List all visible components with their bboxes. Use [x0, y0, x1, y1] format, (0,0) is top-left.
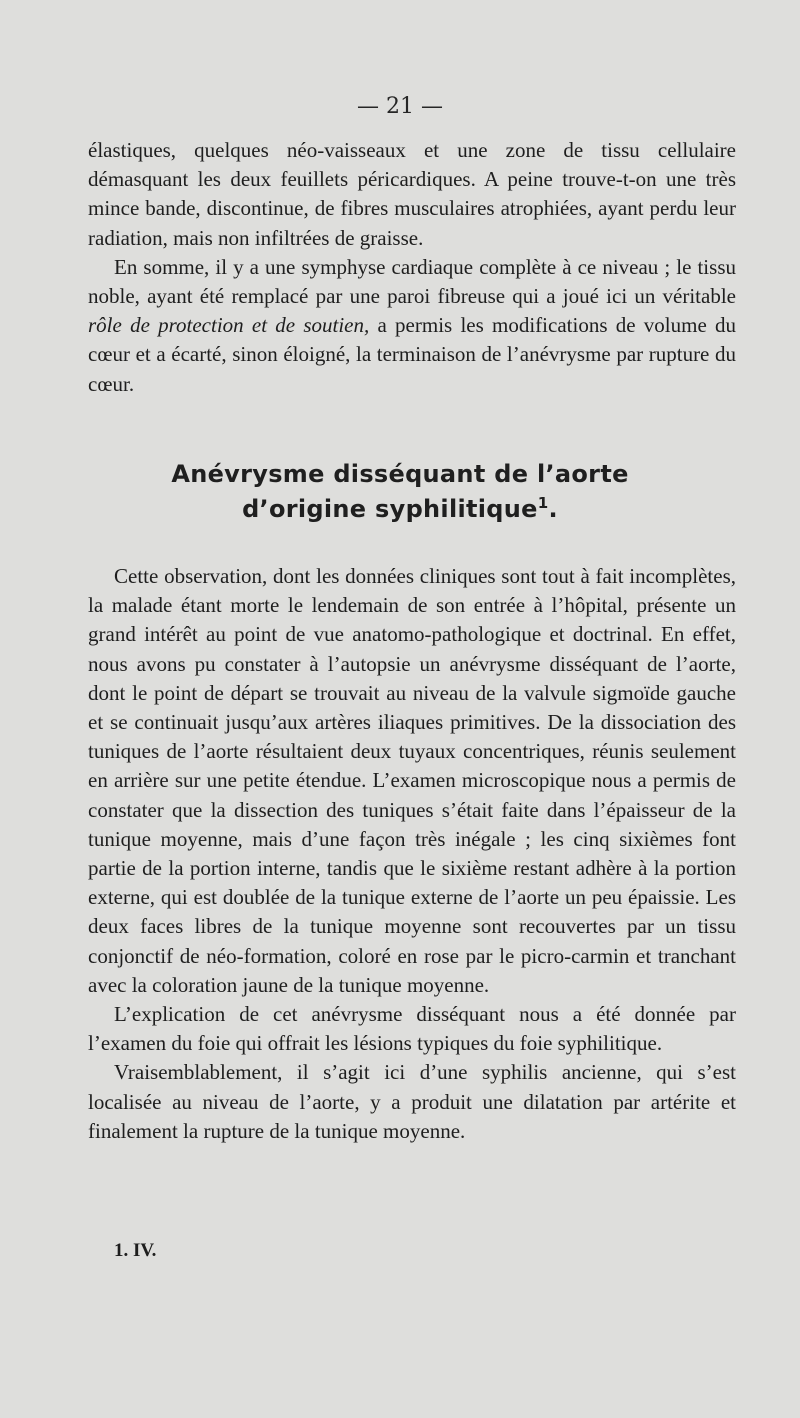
page-number: — 21 — [357, 94, 443, 119]
section-title-line-2: d’origine syphilitique [242, 495, 538, 523]
observation-paragraph-2: L’explication de cet anévrysme disséquant nous a été donnée par l’examen du foie qui offrait les lésions typiques du foie syphilitique. [88, 1002, 736, 1056]
section-title-punctuation: . [548, 495, 558, 523]
observation-paragraph-3: Vraisemblablement, il s’agit ici d’une syphilis ancienne, qui s’est localisée au niveau de l’aorte, y a produit une dilatation par artérite et finalement la rupture de la tunique moyenne. [88, 1060, 736, 1143]
symphysis-text-part-1: En somme, il y a une symphyse cardiaque complète à ce niveau ; le tissu noble, ayant été remplacé par une paroi fibreuse qui a joué ici un véritable [88, 254, 736, 309]
footnote: 1. IV. [114, 1240, 157, 1261]
symphysis-text-part-2: a permis les modifications de volume du cœur et a écarté, sinon éloigné, la terminaison de l’anévrysme par rupture du cœur. [88, 313, 737, 396]
observation-text-block [88, 562, 736, 1146]
observation-paragraph-1: Cette observation, dont les données cliniques sont tout à fait incomplètes, la malade étant morte le lendemain de son entrée à l’hôpital, présente un grand intérêt au point de vue anatomo-pathologique et doctrinal. En effet, nous avons pu constater à l’autopsie un anévrysme disséquant de l’aorte, dont le point de départ se trouvait au niveau de la valvule sigmoïde gauche et se continuait jusqu’aux artères iliaques primitives. De la dissociation des tuniques de l’aorte résultaient deux tuyaux concentriques, réunis seulement en arrière sur une petite étendue. L’examen microscopique nous a permis de constater que la dissection des tuniques s’était faite dans l’épaisseur de la tunique moyenne, mais d’une façon très inégale ; les cinq sixièmes font partie de la portion interne, tandis que le sixième restant adhère à la portion externe, qui est doublée de la tunique externe de l’aorte un peu épaissie. Les deux faces libres de la tunique moyenne sont recouvertes par un tissu conjonctif de néo-formation, coloré en rose par le picro-carmin et tranchant avec la coloration jaune de la tunique moyenne. [88, 564, 736, 997]
lead-text-block [88, 136, 736, 399]
section-title-line-2-wrapper [0, 494, 800, 523]
footnote-reference: 1 [537, 494, 549, 512]
section-title-line-1: Anévrysme disséquant de l’aorte [171, 460, 629, 488]
lead-paragraph-1: élastiques, quelques néo-vaisseaux et une zone de tissu cellulaire démasquant les deux feuillets péricardiques. A peine trouve-t-on une très mince bande, discontinue, de fibres musculaires atrophiées, ayant perdu leur radiation, mais non infiltrées de graisse. [88, 138, 736, 250]
symphysis-emphasis: rôle de protection et de soutien, [88, 313, 370, 338]
symphysis-paragraph [88, 253, 736, 399]
